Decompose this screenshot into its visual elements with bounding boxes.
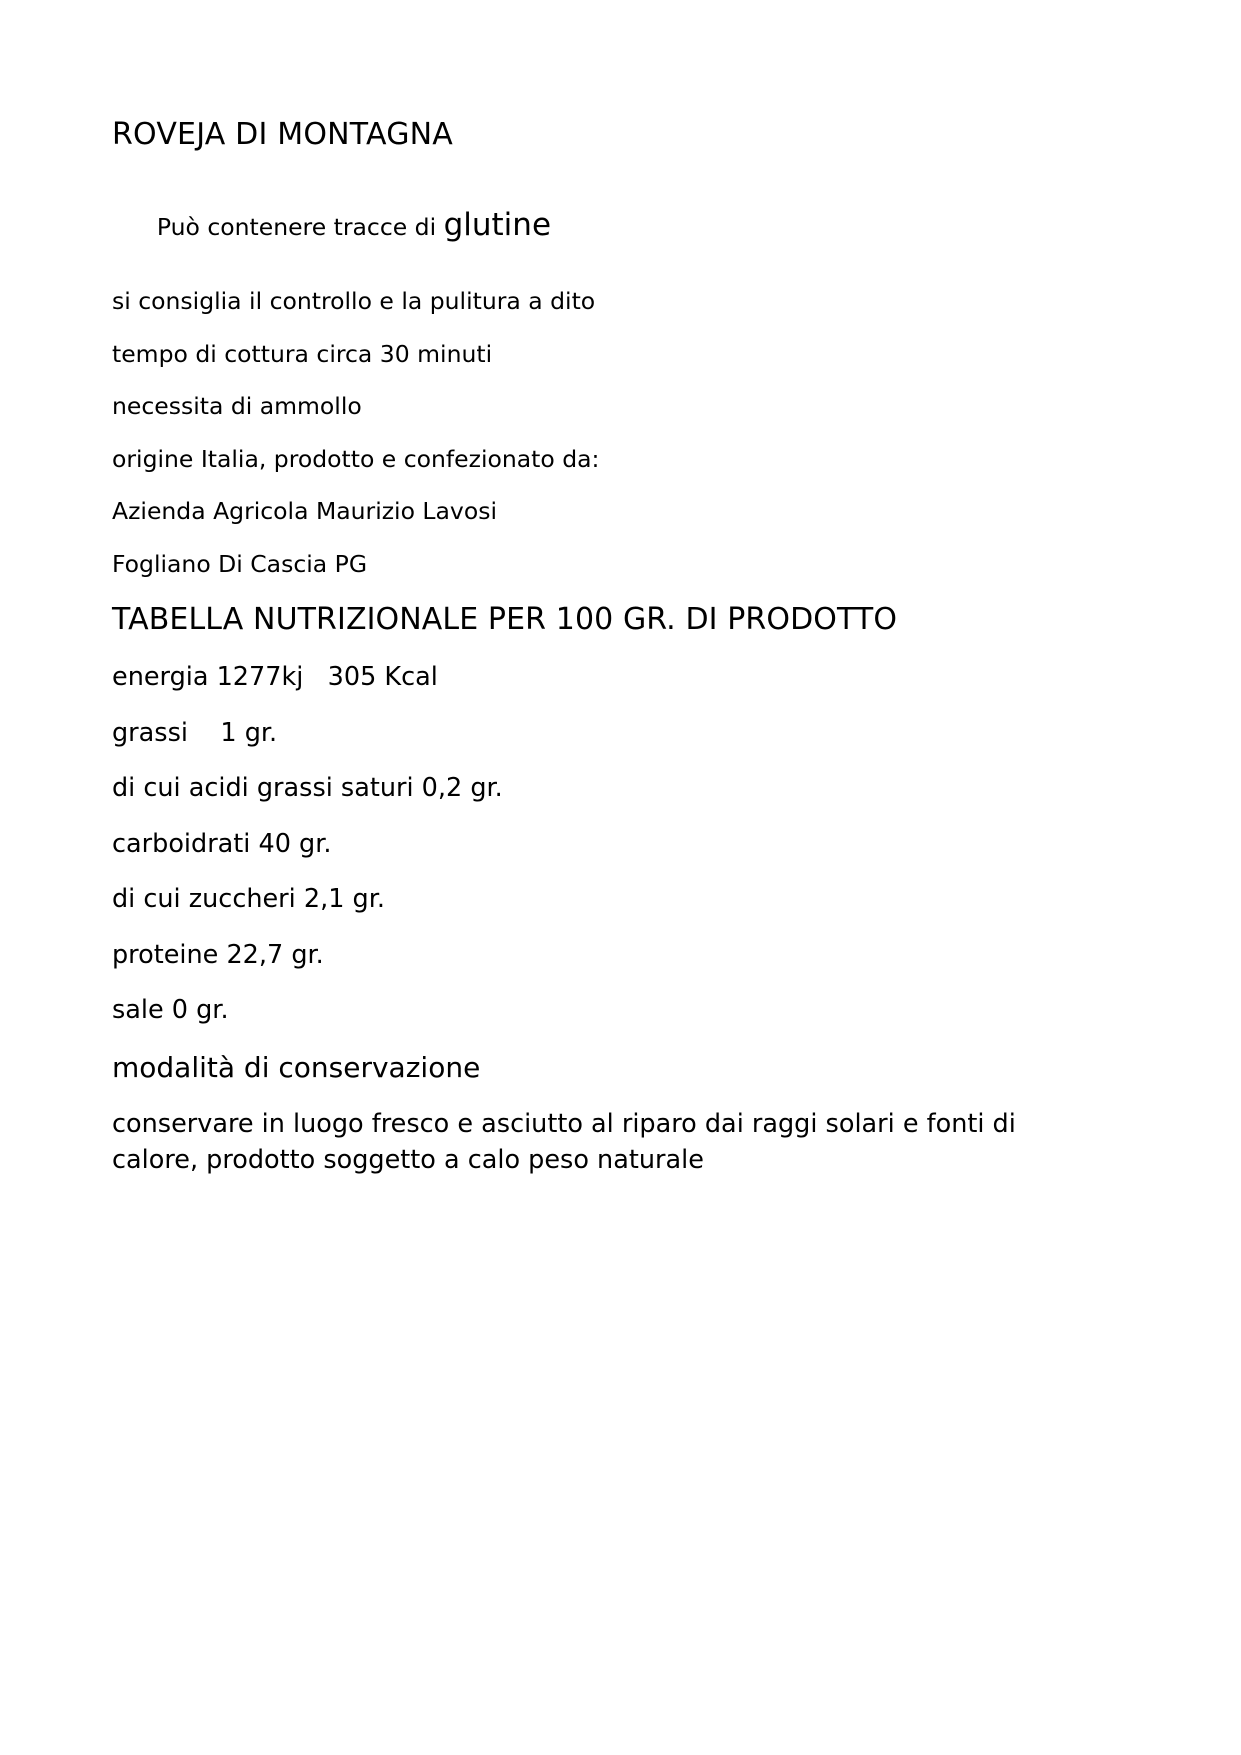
nutrition-row-sale: sale 0 gr. [112, 995, 229, 1025]
note-line-6: Fogliano Di Cascia PG [112, 549, 368, 578]
nutrition-row-carboidrati: carboidrati 40 gr. [112, 828, 332, 859]
note-line-2: tempo di cottura circa 30 minuti [112, 339, 493, 368]
nutrition-row-zuccheri: di cui zuccheri 2,1 gr. [112, 884, 385, 914]
nutrition-row-energia: energia 1277kj 305 Kcal [112, 662, 438, 692]
note-line-3: necessita di ammollo [112, 392, 362, 420]
storage-text: conservare in luogo fresco e asciutto al riparo dai raggi solari e fonti di calore, prodotto soggetto a calo peso naturale [112, 1108, 1024, 1175]
note-line-1: si consiglia il controllo e la pulitura a dito [112, 287, 596, 315]
allergen-prefix: Può contenere tracce di [156, 212, 444, 241]
allergen-line [112, 186, 1132, 264]
nutrition-heading: TABELLA NUTRIZIONALE PER 100 GR. DI PRODOTTO [112, 602, 898, 637]
note-line-4: origine Italia, prodotto e confezionato da: [112, 444, 600, 473]
document-body [112, 117, 1132, 1178]
nutrition-row-grassi: grassi 1 gr. [112, 717, 278, 748]
allergen-emphasis: glutine [443, 206, 552, 243]
nutrition-row-saturi: di cui acidi grassi saturi 0,2 gr. [112, 773, 503, 803]
note-line-5: Azienda Agricola Maurizio Lavosi [112, 497, 497, 525]
nutrition-row-proteine: proteine 22,7 gr. [112, 939, 324, 970]
storage-heading: modalità di conservazione [112, 1050, 481, 1084]
page-title: ROVEJA DI MONTAGNA [112, 117, 454, 152]
